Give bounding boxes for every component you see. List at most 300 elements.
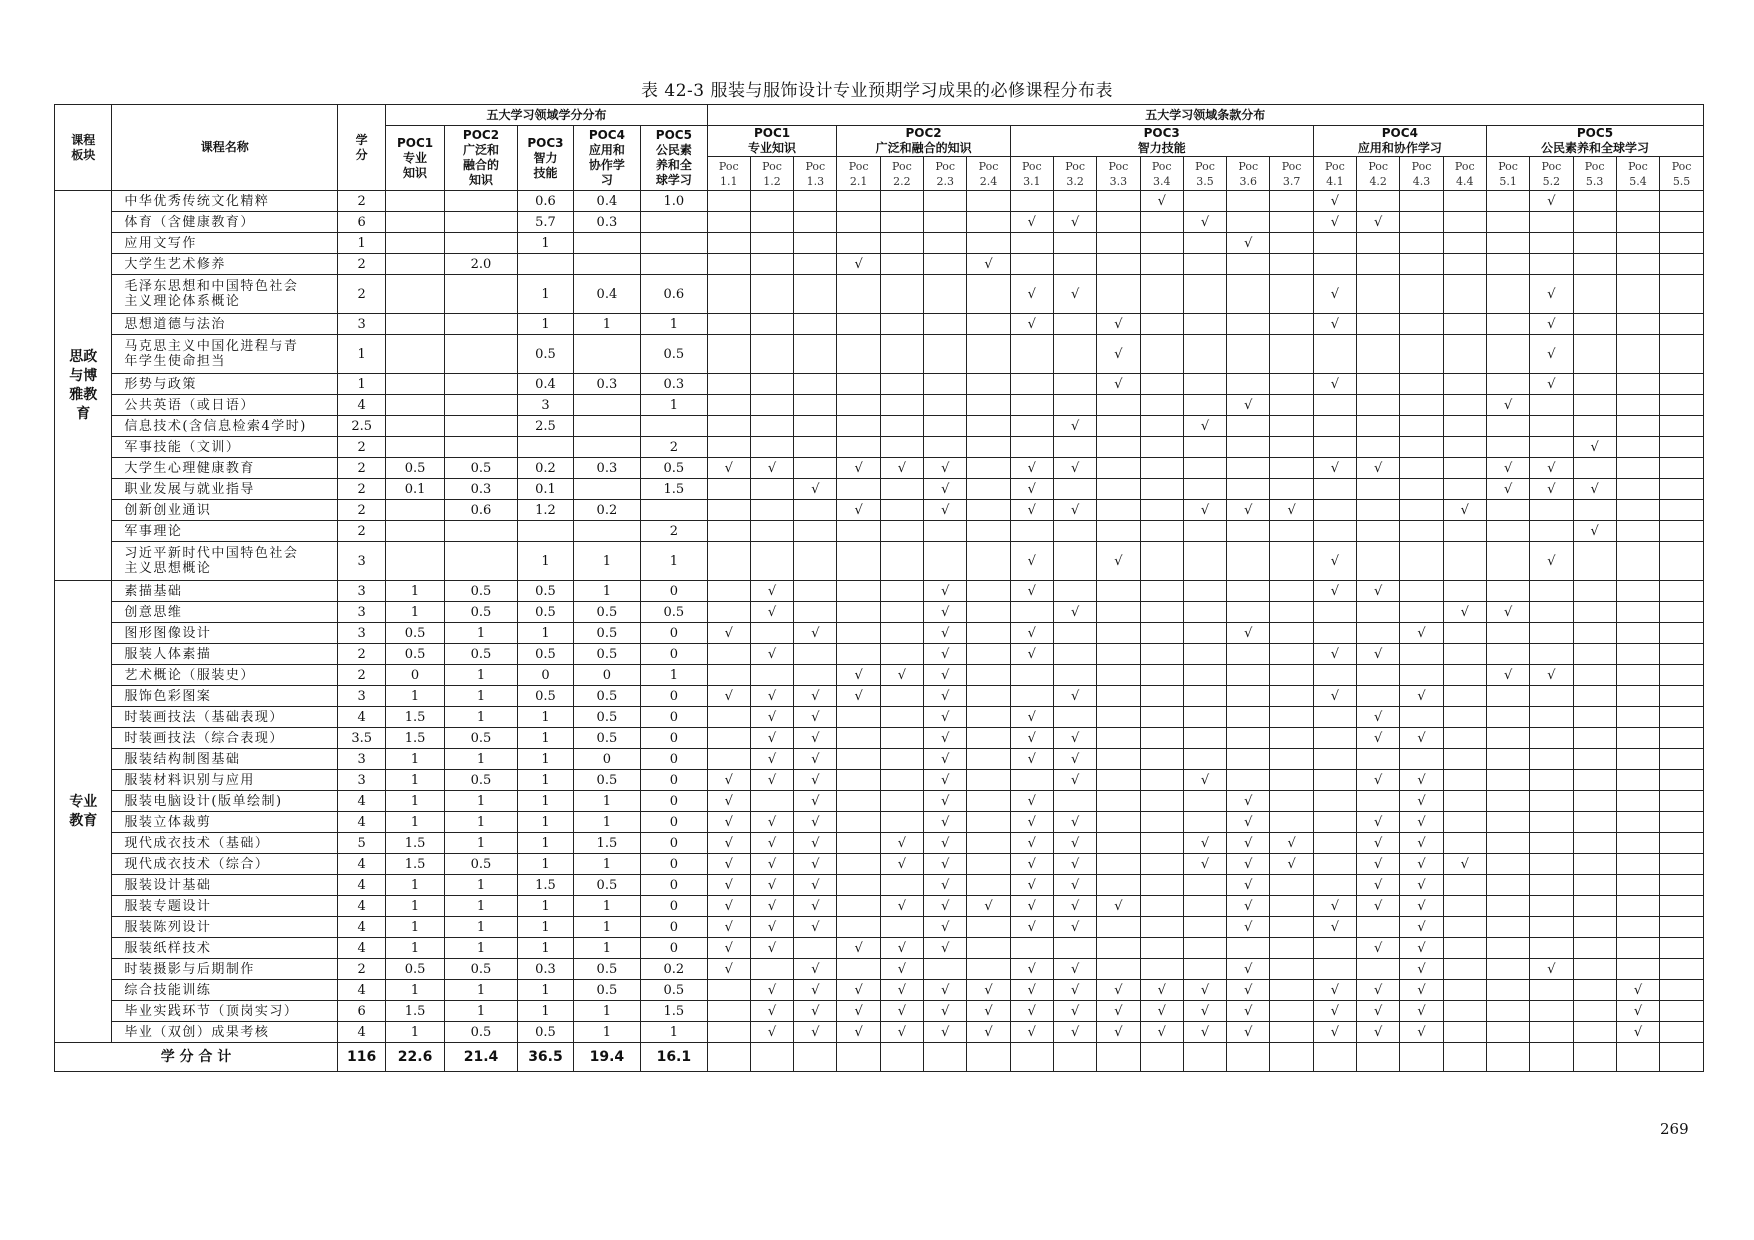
empty-check-cell <box>1227 479 1270 500</box>
poc-sub-header: Poc 3.2 <box>1053 157 1096 191</box>
empty-check-cell <box>1616 791 1659 812</box>
check-mark: √ <box>1227 917 1270 938</box>
credit-distribution-value: 0.5 <box>444 458 518 479</box>
credit-distribution-value: 1.0 <box>641 191 707 212</box>
credit-distribution-value: 1 <box>386 602 444 623</box>
credit-distribution-value: 0.5 <box>573 980 640 1001</box>
table-row <box>55 833 1704 854</box>
poc-sub-header: Poc 2.3 <box>924 157 967 191</box>
check-mark: √ <box>1010 581 1053 602</box>
empty-check-cell <box>1486 644 1529 665</box>
credit-distribution-value: 0.5 <box>573 770 640 791</box>
empty-check-cell <box>1573 212 1616 233</box>
poc-sub-header: Poc 3.6 <box>1227 157 1270 191</box>
check-mark: √ <box>1053 275 1096 314</box>
empty-check-cell <box>967 749 1010 770</box>
empty-check-cell <box>1140 314 1183 335</box>
check-mark: √ <box>1357 938 1400 959</box>
empty-check-cell <box>1010 374 1053 395</box>
course-credit: 4 <box>338 980 386 1001</box>
empty-check-cell <box>967 875 1010 896</box>
credit-distribution-value: 1 <box>641 395 707 416</box>
course-credit: 3 <box>338 581 386 602</box>
empty-check-cell <box>707 374 750 395</box>
empty-check-cell <box>837 233 880 254</box>
credit-distribution-value <box>386 416 444 437</box>
table-row <box>55 707 1704 728</box>
check-mark: √ <box>1573 479 1616 500</box>
empty-check-cell <box>1270 959 1313 980</box>
check-mark: √ <box>1010 212 1053 233</box>
course-name: 服装人体素描 <box>112 644 338 665</box>
empty-check-cell <box>880 602 923 623</box>
credit-distribution-value: 0.5 <box>444 602 518 623</box>
check-mark: √ <box>1357 1001 1400 1022</box>
empty-check-cell <box>1660 437 1704 458</box>
empty-check-cell <box>707 980 750 1001</box>
credit-distribution-value: 1 <box>386 1022 444 1043</box>
empty-check-cell <box>1530 500 1573 521</box>
empty-check-cell <box>1140 686 1183 707</box>
check-mark: √ <box>924 458 967 479</box>
empty-check-cell <box>1270 896 1313 917</box>
empty-check-cell <box>1486 1043 1529 1072</box>
empty-check-cell <box>1010 254 1053 275</box>
check-mark: √ <box>924 1022 967 1043</box>
credit-distribution-value <box>386 521 444 542</box>
empty-check-cell <box>1443 644 1486 665</box>
course-credit: 4 <box>338 812 386 833</box>
table-row <box>55 917 1704 938</box>
empty-check-cell <box>1313 875 1356 896</box>
credit-distribution-value: 0.5 <box>386 644 444 665</box>
check-mark: √ <box>794 770 837 791</box>
empty-check-cell <box>1227 191 1270 212</box>
empty-check-cell <box>1010 395 1053 416</box>
empty-check-cell <box>1097 833 1140 854</box>
empty-check-cell <box>967 335 1010 374</box>
empty-check-cell <box>1053 437 1096 458</box>
empty-check-cell <box>1357 791 1400 812</box>
credit-distribution-value: 1 <box>444 875 518 896</box>
credit-distribution-value: 1 <box>573 1001 640 1022</box>
credit-distribution-value <box>444 335 518 374</box>
empty-check-cell <box>1443 275 1486 314</box>
empty-check-cell <box>707 602 750 623</box>
check-mark: √ <box>1183 1022 1226 1043</box>
check-mark: √ <box>750 812 793 833</box>
empty-check-cell <box>1097 437 1140 458</box>
empty-check-cell <box>1486 212 1529 233</box>
empty-check-cell <box>707 1001 750 1022</box>
empty-check-cell <box>707 500 750 521</box>
empty-check-cell <box>1270 581 1313 602</box>
empty-check-cell <box>967 833 1010 854</box>
course-name: 体育（含健康教育） <box>112 212 338 233</box>
empty-check-cell <box>1443 623 1486 644</box>
credit-distribution-value <box>444 212 518 233</box>
course-name: 习近平新时代中国特色社会 主义思想概论 <box>112 542 338 581</box>
empty-check-cell <box>1140 602 1183 623</box>
empty-check-cell <box>1140 581 1183 602</box>
credit-distribution-value: 0.1 <box>386 479 444 500</box>
check-mark: √ <box>1400 728 1443 749</box>
empty-check-cell <box>1313 335 1356 374</box>
credit-distribution-value: 0.5 <box>641 980 707 1001</box>
check-mark: √ <box>1053 686 1096 707</box>
credit-distribution-value: 1 <box>518 314 573 335</box>
empty-check-cell <box>1140 728 1183 749</box>
empty-check-cell <box>967 581 1010 602</box>
credit-distribution-value: 0.4 <box>518 374 573 395</box>
empty-check-cell <box>750 314 793 335</box>
course-name: 服装陈列设计 <box>112 917 338 938</box>
empty-check-cell <box>880 581 923 602</box>
empty-check-cell <box>880 335 923 374</box>
empty-check-cell <box>1097 665 1140 686</box>
check-mark: √ <box>1530 542 1573 581</box>
empty-check-cell <box>1097 686 1140 707</box>
check-mark: √ <box>1270 500 1313 521</box>
empty-check-cell <box>1530 854 1573 875</box>
check-mark: √ <box>794 854 837 875</box>
check-mark: √ <box>1530 275 1573 314</box>
table-row <box>55 812 1704 833</box>
check-mark: √ <box>1357 644 1400 665</box>
check-mark: √ <box>924 938 967 959</box>
empty-check-cell <box>707 542 750 581</box>
credit-distribution-value: 1 <box>518 275 573 314</box>
check-mark: √ <box>880 1001 923 1022</box>
empty-check-cell <box>1530 875 1573 896</box>
poc-group-header: POC1 专业知识 <box>707 126 837 157</box>
empty-check-cell <box>1660 686 1704 707</box>
credit-distribution-value: 0.5 <box>641 335 707 374</box>
empty-check-cell <box>1486 938 1529 959</box>
empty-check-cell <box>837 191 880 212</box>
empty-check-cell <box>1227 212 1270 233</box>
check-mark: √ <box>1400 791 1443 812</box>
check-mark: √ <box>924 665 967 686</box>
poc-sub-header: Poc 1.1 <box>707 157 750 191</box>
table-row <box>55 458 1704 479</box>
table-row <box>55 959 1704 980</box>
empty-check-cell <box>707 275 750 314</box>
empty-check-cell <box>1616 665 1659 686</box>
empty-check-cell <box>837 875 880 896</box>
check-mark: √ <box>1183 416 1226 437</box>
empty-check-cell <box>1357 395 1400 416</box>
credit-distribution-value: 1 <box>573 542 640 581</box>
credit-distribution-value: 1 <box>518 1001 573 1022</box>
empty-check-cell <box>1183 665 1226 686</box>
empty-check-cell <box>1270 770 1313 791</box>
course-credit: 4 <box>338 1022 386 1043</box>
empty-check-cell <box>1530 395 1573 416</box>
check-mark: √ <box>1053 896 1096 917</box>
empty-check-cell <box>880 191 923 212</box>
empty-check-cell <box>1270 314 1313 335</box>
empty-check-cell <box>1183 314 1226 335</box>
credit-distribution-value: 0.2 <box>518 458 573 479</box>
empty-check-cell <box>1443 374 1486 395</box>
credit-distribution-value <box>386 335 444 374</box>
empty-check-cell <box>1357 602 1400 623</box>
credit-distribution-value <box>386 395 444 416</box>
empty-check-cell <box>1227 437 1270 458</box>
empty-check-cell <box>1227 581 1270 602</box>
empty-check-cell <box>1616 959 1659 980</box>
empty-check-cell <box>1530 437 1573 458</box>
empty-check-cell <box>1357 374 1400 395</box>
credit-distribution-value <box>386 500 444 521</box>
empty-check-cell <box>794 458 837 479</box>
empty-check-cell <box>1227 416 1270 437</box>
course-distribution-table <box>54 104 1704 1072</box>
empty-check-cell <box>1227 335 1270 374</box>
empty-check-cell <box>1660 500 1704 521</box>
empty-check-cell <box>1530 581 1573 602</box>
check-mark: √ <box>924 500 967 521</box>
empty-check-cell <box>750 665 793 686</box>
empty-check-cell <box>967 395 1010 416</box>
empty-check-cell <box>1660 275 1704 314</box>
empty-check-cell <box>1486 833 1529 854</box>
empty-check-cell <box>1400 437 1443 458</box>
poc-sub-header: Poc 3.1 <box>1010 157 1053 191</box>
empty-check-cell <box>1097 602 1140 623</box>
credit-distribution-value <box>444 395 518 416</box>
empty-check-cell <box>707 254 750 275</box>
empty-check-cell <box>794 212 837 233</box>
empty-check-cell <box>750 437 793 458</box>
check-mark: √ <box>1010 500 1053 521</box>
check-mark: √ <box>967 254 1010 275</box>
empty-check-cell <box>1097 416 1140 437</box>
empty-check-cell <box>1183 749 1226 770</box>
empty-check-cell <box>1313 479 1356 500</box>
credit-distribution-value: 1.2 <box>518 500 573 521</box>
empty-check-cell <box>1530 1043 1573 1072</box>
credit-distribution-value: 5.7 <box>518 212 573 233</box>
empty-check-cell <box>1183 875 1226 896</box>
empty-check-cell <box>1530 896 1573 917</box>
empty-check-cell <box>1097 938 1140 959</box>
empty-check-cell <box>1530 812 1573 833</box>
check-mark: √ <box>1097 374 1140 395</box>
empty-check-cell <box>1053 395 1096 416</box>
check-mark: √ <box>1443 854 1486 875</box>
empty-check-cell <box>1486 875 1529 896</box>
credit-distribution-value: 0.5 <box>386 959 444 980</box>
check-mark: √ <box>1183 770 1226 791</box>
check-mark: √ <box>837 665 880 686</box>
empty-check-cell <box>1183 938 1226 959</box>
check-mark: √ <box>750 833 793 854</box>
empty-check-cell <box>1400 395 1443 416</box>
total-distribution-value: 19.4 <box>573 1043 640 1072</box>
credit-distribution-value: 0.4 <box>573 275 640 314</box>
course-credit: 2 <box>338 458 386 479</box>
empty-check-cell <box>1227 707 1270 728</box>
empty-check-cell <box>1486 623 1529 644</box>
check-mark: √ <box>1616 1022 1659 1043</box>
course-name: 大学生心理健康教育 <box>112 458 338 479</box>
check-mark: √ <box>1183 980 1226 1001</box>
check-mark: √ <box>1010 980 1053 1001</box>
empty-check-cell <box>1486 896 1529 917</box>
empty-check-cell <box>880 395 923 416</box>
check-mark: √ <box>1530 374 1573 395</box>
course-name: 大学生艺术修养 <box>112 254 338 275</box>
header-row <box>55 105 1704 126</box>
empty-check-cell <box>924 374 967 395</box>
check-mark: √ <box>1097 542 1140 581</box>
empty-check-cell <box>967 686 1010 707</box>
empty-check-cell <box>967 665 1010 686</box>
empty-check-cell <box>1443 791 1486 812</box>
check-mark: √ <box>1486 479 1529 500</box>
credit-distribution-value: 0 <box>641 581 707 602</box>
empty-check-cell <box>1227 314 1270 335</box>
check-mark: √ <box>1357 1022 1400 1043</box>
empty-check-cell <box>967 623 1010 644</box>
empty-check-cell <box>1573 1043 1616 1072</box>
empty-check-cell <box>1270 665 1313 686</box>
empty-check-cell <box>1616 314 1659 335</box>
empty-check-cell <box>1270 374 1313 395</box>
empty-check-cell <box>1443 581 1486 602</box>
course-name: 信息技术(含信息检索4学时) <box>112 416 338 437</box>
credit-distribution-value: 0 <box>641 749 707 770</box>
course-name: 军事技能（文训） <box>112 437 338 458</box>
empty-check-cell <box>1053 707 1096 728</box>
empty-check-cell <box>1443 521 1486 542</box>
course-credit: 6 <box>338 212 386 233</box>
check-mark: √ <box>794 833 837 854</box>
check-mark: √ <box>1313 374 1356 395</box>
empty-check-cell <box>837 395 880 416</box>
credit-col-header: POC4 应用和 协作学 习 <box>573 126 640 191</box>
poc-sub-header: Poc 3.7 <box>1270 157 1313 191</box>
credit-distribution-value: 1 <box>573 917 640 938</box>
empty-check-cell <box>1530 521 1573 542</box>
course-name: 服装设计基础 <box>112 875 338 896</box>
empty-check-cell <box>1573 896 1616 917</box>
empty-check-cell <box>837 479 880 500</box>
check-mark: √ <box>1053 875 1096 896</box>
empty-check-cell <box>1357 275 1400 314</box>
course-name: 应用文写作 <box>112 233 338 254</box>
check-mark: √ <box>1530 191 1573 212</box>
empty-check-cell <box>880 479 923 500</box>
credit-distribution-value: 1 <box>573 938 640 959</box>
empty-check-cell <box>1270 875 1313 896</box>
check-mark: √ <box>924 770 967 791</box>
check-mark: √ <box>924 833 967 854</box>
empty-check-cell <box>1357 335 1400 374</box>
check-mark: √ <box>1357 896 1400 917</box>
empty-check-cell <box>750 623 793 644</box>
empty-check-cell <box>1530 707 1573 728</box>
empty-check-cell <box>1010 686 1053 707</box>
empty-check-cell <box>1140 479 1183 500</box>
check-mark: √ <box>924 644 967 665</box>
empty-check-cell <box>1097 854 1140 875</box>
empty-check-cell <box>1097 812 1140 833</box>
check-mark: √ <box>924 980 967 1001</box>
check-mark: √ <box>1010 1001 1053 1022</box>
table-row <box>55 500 1704 521</box>
empty-check-cell <box>1400 707 1443 728</box>
credit-distribution-value: 0 <box>641 854 707 875</box>
empty-check-cell <box>1140 542 1183 581</box>
check-mark: √ <box>1616 1001 1659 1022</box>
check-mark: √ <box>1313 1001 1356 1022</box>
empty-check-cell <box>750 479 793 500</box>
check-mark: √ <box>794 812 837 833</box>
check-mark: √ <box>924 917 967 938</box>
course-name: 现代成衣技术（综合） <box>112 854 338 875</box>
empty-check-cell <box>1573 875 1616 896</box>
empty-check-cell <box>837 212 880 233</box>
empty-check-cell <box>1270 644 1313 665</box>
check-mark: √ <box>1357 707 1400 728</box>
credit-distribution-value: 1 <box>386 749 444 770</box>
credit-distribution-value: 0.6 <box>518 191 573 212</box>
check-mark: √ <box>1010 314 1053 335</box>
empty-check-cell <box>1400 191 1443 212</box>
credit-distribution-value <box>444 275 518 314</box>
table-row <box>55 686 1704 707</box>
empty-check-cell <box>1443 254 1486 275</box>
credit-distribution-value: 0.3 <box>444 479 518 500</box>
empty-check-cell <box>1443 833 1486 854</box>
empty-check-cell <box>1053 191 1096 212</box>
credit-distribution-value <box>573 335 640 374</box>
poc-sub-header: Poc 5.5 <box>1660 157 1704 191</box>
empty-check-cell <box>967 314 1010 335</box>
check-mark: √ <box>1270 854 1313 875</box>
empty-check-cell <box>1486 314 1529 335</box>
credit-distribution-value: 1 <box>444 623 518 644</box>
empty-check-cell <box>1313 707 1356 728</box>
empty-check-cell <box>1010 770 1053 791</box>
empty-check-cell <box>1183 917 1226 938</box>
check-mark: √ <box>750 917 793 938</box>
empty-check-cell <box>967 602 1010 623</box>
course-name: 职业发展与就业指导 <box>112 479 338 500</box>
empty-check-cell <box>1010 938 1053 959</box>
empty-check-cell <box>837 416 880 437</box>
credit-distribution-value: 1 <box>518 791 573 812</box>
empty-check-cell <box>1573 191 1616 212</box>
empty-check-cell <box>750 500 793 521</box>
empty-check-cell <box>1097 191 1140 212</box>
credit-distribution-value: 3 <box>518 395 573 416</box>
empty-check-cell <box>1486 1022 1529 1043</box>
empty-check-cell <box>1183 395 1226 416</box>
empty-check-cell <box>1053 665 1096 686</box>
check-mark: √ <box>837 458 880 479</box>
empty-check-cell <box>1140 959 1183 980</box>
table-row <box>55 416 1704 437</box>
empty-check-cell <box>1140 875 1183 896</box>
empty-check-cell <box>1140 854 1183 875</box>
check-mark: √ <box>880 458 923 479</box>
empty-check-cell <box>1616 917 1659 938</box>
course-credit: 5 <box>338 833 386 854</box>
